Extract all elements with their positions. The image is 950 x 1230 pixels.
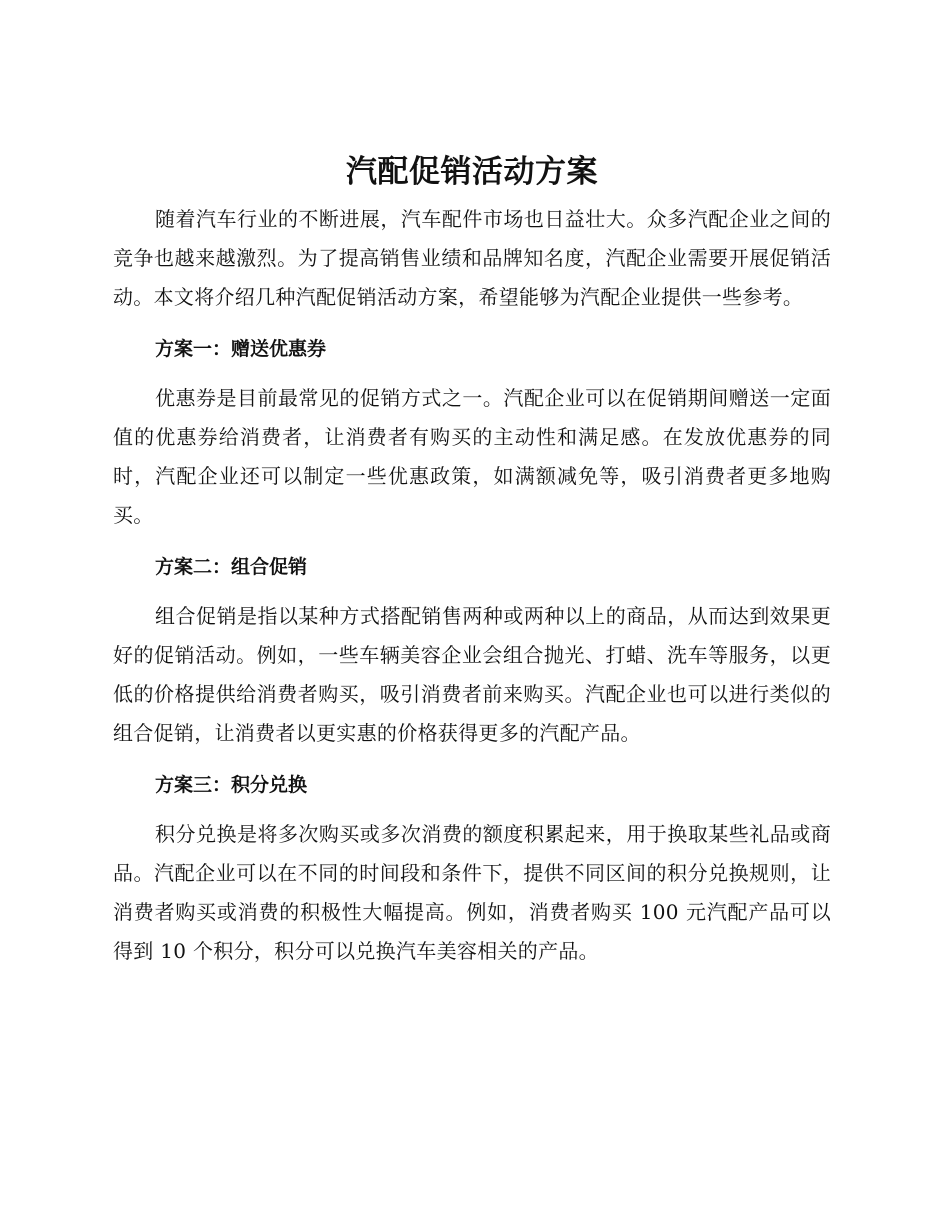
section-paragraph-1: 优惠券是目前最常见的促销方式之一。汽配企业可以在促销期间赠送一定面值的优惠券给消费者，让消费者有购买的主动性和满足感。在发放优惠券的同时，汽配企业还可以制定一些优惠政策，如满额减免等，吸引消费者更多地购买。	[113, 386, 831, 527]
section-paragraph-2: 组合促销是指以某种方式搭配销售两种或两种以上的商品，从而达到效果更好的促销活动。例如，一些车辆美容企业会组合抛光、打蜡、洗车等服务，以更低的价格提供给消费者购买，吸引消费者前来购买。汽配企业也可以进行类似的组合促销，让消费者以更实惠的价格获得更多的汽配产品。	[113, 604, 831, 745]
section-heading-3: 方案三：积分兑换	[155, 774, 308, 796]
document-title: 汽配促销活动方案	[346, 154, 598, 190]
document-page	[113, 150, 831, 971]
section-heading-1: 方案一：赠送优惠券	[155, 338, 327, 360]
section-heading-2: 方案二：组合促销	[155, 556, 308, 578]
section-paragraph-3: 积分兑换是将多次购买或多次消费的额度积累起来，用于换取某些礼品或商品。汽配企业可以在不同的时间段和条件下，提供不同区间的积分兑换规则，让消费者购买或消费的积极性大幅提高。例如，消费者购买 100 元汽配产品可以得到 10 个积分，积分可以兑换汽车美容相关的产品。	[113, 822, 831, 963]
intro-paragraph: 随着汽车行业的不断进展，汽车配件市场也日益壮大。众多汽配企业之间的竞争也越来越激烈。为了提高销售业绩和品牌知名度，汽配企业需要开展促销活动。本文将介绍几种汽配促销活动方案，希望能够为汽配企业提供一些参考。	[113, 207, 831, 309]
